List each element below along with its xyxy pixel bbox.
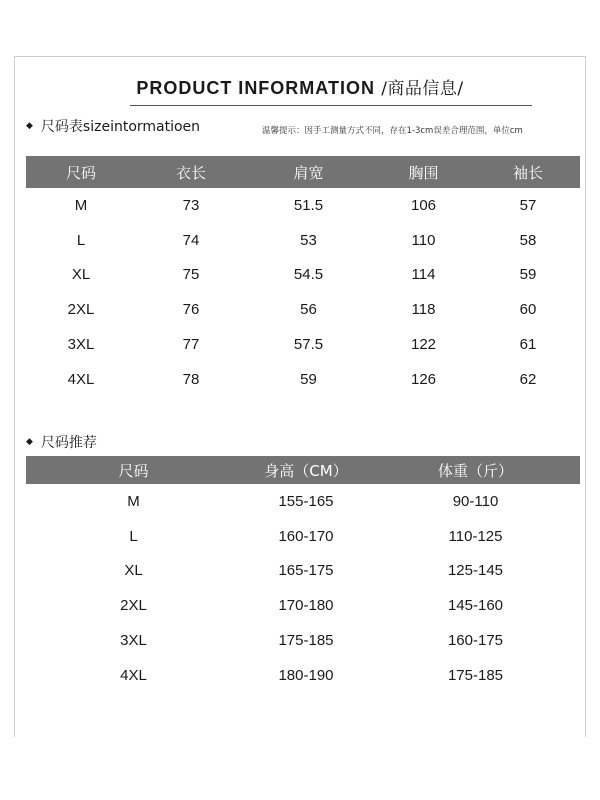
table-cell: 165-175 — [278, 562, 334, 580]
table-cell: 114 — [411, 266, 436, 284]
table-row — [26, 188, 580, 223]
title-divider — [130, 105, 532, 106]
table-cell: 110 — [411, 231, 436, 249]
table-cell: 106 — [410, 196, 437, 214]
table-cell: 56 — [300, 301, 317, 319]
recommend-table-heading — [26, 432, 97, 452]
size-table-header-row — [26, 156, 580, 188]
table-cell: 175-185 — [447, 666, 504, 684]
size-table-heading-text: 尺码表sizeintormatioen — [40, 119, 201, 135]
diamond-bullet-icon: ◆ — [26, 436, 33, 447]
table-cell: 62 — [519, 370, 537, 388]
table-cell: 58 — [519, 231, 537, 249]
table-cell: 51.5 — [293, 196, 324, 214]
table-cell: 74 — [182, 231, 200, 249]
column-header: 肩宽 — [293, 163, 324, 182]
table-cell: 126 — [410, 370, 437, 388]
table-cell: XL — [71, 266, 91, 284]
table-row — [26, 554, 580, 589]
table-row — [26, 362, 580, 397]
table-cell: 110-125 — [448, 527, 503, 545]
table-cell: 73 — [182, 196, 200, 214]
title-english: PRODUCT INFORMATION — [136, 78, 375, 98]
table-cell: 57 — [519, 196, 537, 214]
measurement-note: 温馨提示：因手工测量方式不同，存在1-3cm误差合理范围，单位cm — [262, 126, 523, 136]
table-cell: XL — [124, 562, 143, 580]
table-cell: 59 — [300, 370, 317, 388]
table-cell: M — [127, 492, 140, 510]
table-cell: 57.5 — [293, 336, 324, 354]
table-cell: 122 — [410, 336, 437, 354]
column-header: 胸围 — [408, 163, 439, 182]
table-row — [26, 623, 580, 658]
table-cell: 75 — [182, 266, 200, 284]
column-header: 袖长 — [512, 163, 543, 182]
table-row — [26, 258, 580, 293]
recommend-table — [26, 456, 580, 693]
table-cell: 180-190 — [278, 666, 334, 684]
table-cell: 155-165 — [278, 492, 334, 510]
table-cell: 2XL — [67, 301, 95, 319]
table-cell: 54.5 — [293, 266, 324, 284]
table-cell: 175-185 — [278, 632, 334, 650]
table-row — [26, 292, 580, 327]
table-cell: 170-180 — [278, 597, 334, 615]
column-header: 体重（斤） — [437, 461, 513, 480]
recommend-table-heading-text: 尺码推荐 — [40, 435, 97, 451]
table-cell: 145-160 — [447, 597, 504, 615]
table-cell: 4XL — [120, 666, 147, 684]
table-cell: 118 — [411, 301, 436, 319]
size-table — [26, 156, 580, 397]
page-title — [0, 74, 600, 99]
table-cell: 90-110 — [452, 492, 499, 510]
table-cell: 2XL — [120, 597, 147, 615]
table-cell: 125-145 — [447, 562, 504, 580]
table-cell: 4XL — [67, 370, 95, 388]
table-row — [26, 484, 580, 519]
table-cell: 3XL — [67, 336, 95, 354]
recommend-table-header-row — [26, 456, 580, 484]
table-cell: 160-175 — [447, 632, 504, 650]
table-cell: 53 — [300, 231, 317, 249]
table-row — [26, 327, 580, 362]
table-row — [26, 588, 580, 623]
table-cell: 76 — [182, 301, 200, 319]
table-cell: 61 — [519, 336, 537, 354]
title-chinese: /商品信息/ — [381, 79, 464, 99]
table-cell: 59 — [519, 266, 537, 284]
table-cell: L — [129, 527, 138, 545]
table-cell: L — [76, 231, 86, 249]
column-header: 尺码 — [65, 163, 96, 182]
column-header: 尺码 — [118, 461, 149, 480]
table-cell: 77 — [182, 336, 200, 354]
table-cell: M — [74, 196, 88, 214]
table-row — [26, 223, 580, 258]
diamond-bullet-icon: ◆ — [26, 120, 33, 131]
table-cell: 78 — [182, 370, 200, 388]
table-cell: 3XL — [120, 632, 147, 650]
table-row — [26, 658, 580, 693]
column-header: 身高（CM） — [264, 461, 348, 480]
column-header: 衣长 — [175, 163, 206, 182]
table-row — [26, 519, 580, 554]
size-table-heading — [26, 116, 200, 136]
table-cell: 60 — [519, 301, 537, 319]
table-cell: 160-170 — [278, 527, 334, 545]
